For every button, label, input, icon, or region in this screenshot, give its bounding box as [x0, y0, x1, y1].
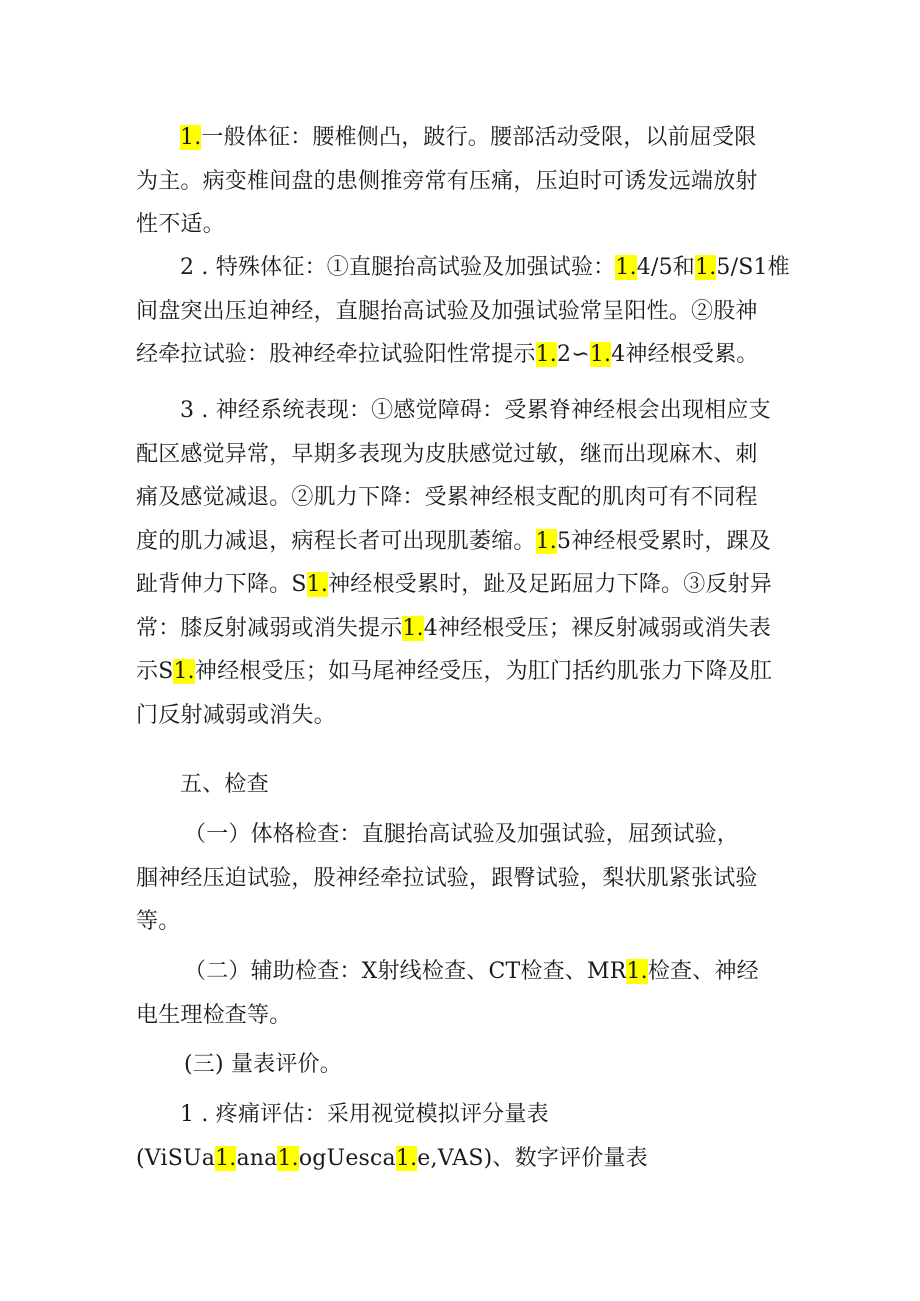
text-segment: 一般体征：腰椎侧凸，跛行。腰部活动受限，以前屈受限	[201, 125, 757, 150]
highlighted-text: 1.	[402, 615, 424, 641]
text-line	[136, 857, 796, 901]
text-segment: 3 . 神经系统表现：①感觉障碍：受累脊神经根会出现相应支	[180, 398, 771, 423]
text-line	[136, 994, 796, 1038]
text-line	[136, 650, 796, 694]
highlighted-text: 1.	[615, 255, 637, 280]
text-segment: 腘神经压迫试验，股神经牵拉试验，跟臀试验，梨状肌紧张试验	[136, 865, 758, 891]
text-segment: 五、检查	[180, 772, 269, 797]
text-line	[136, 476, 796, 520]
paragraph-nervous-system	[136, 389, 796, 737]
text-line	[136, 1137, 796, 1181]
text-segment: （一）体格检查：直腿抬高试验及加强试验，屈颈试验，	[184, 822, 740, 847]
text-segment: 度的肌力减退，病程长者可出现肌萎缩。	[136, 528, 536, 554]
text-segment: 神经根受压；如马尾神经受压，为肛门括约肌张力下降及肛	[194, 659, 773, 684]
paragraph-general-signs	[136, 116, 796, 247]
highlighted-text: 1.	[173, 659, 195, 684]
text-segment: e,VAS)、数字评价量表	[417, 1145, 648, 1171]
text-line	[136, 116, 796, 160]
highlighted-text: 1.	[215, 1145, 237, 1171]
text-segment: 4神经根受累。	[611, 342, 759, 367]
text-segment: 2∽	[557, 342, 590, 367]
text-line	[136, 160, 796, 204]
text-segment: ogUesca	[298, 1145, 396, 1171]
text-segment: （二）辅助检查：X射线检查、CT检查、MR	[184, 959, 627, 984]
text-segment: 检查、神经	[647, 959, 759, 984]
text-segment: 门反射减弱或消失。	[136, 702, 336, 728]
text-segment: 经牵拉试验：股神经牵拉试验阳性常提示	[136, 342, 536, 367]
text-line	[136, 433, 796, 477]
text-segment: 5/S1椎	[716, 255, 790, 280]
text-segment: 痛及感觉减退。②肌力下降：受累神经根支配的肌肉可有不同程	[136, 485, 758, 510]
text-segment: 等。	[136, 909, 181, 934]
text-segment: 趾背伸力下降。S	[136, 572, 307, 597]
text-segment: 为主。病变椎间盘的患侧推旁常有压痛，压迫时可诱发远端放射	[136, 168, 758, 194]
text-segment: 电生理检查等。	[136, 1002, 292, 1028]
highlighted-text: 1.	[535, 528, 557, 554]
paragraph-scale-evaluation	[136, 1043, 796, 1087]
text-line	[136, 290, 796, 334]
text-line	[136, 900, 796, 944]
text-line	[136, 203, 796, 247]
text-segment: (ViSUa	[136, 1145, 216, 1171]
highlighted-text: 1.	[589, 342, 612, 367]
text-segment: 1 . 疼痛评估：采用视觉模拟评分量表	[180, 1102, 549, 1127]
text-segment: 2 . 特殊体征：①直腿抬高试验及加强试验：	[180, 255, 616, 280]
paragraph-physical-exam	[136, 813, 796, 944]
section-heading-examination	[136, 763, 796, 807]
text-segment: 常：膝反射减弱或消失提示	[136, 615, 403, 641]
text-line	[136, 333, 796, 377]
text-segment: 配区感觉异常，早期多表现为皮肤感觉过敏，继而出现麻木、刺	[136, 441, 758, 467]
paragraph-special-signs	[136, 246, 796, 377]
highlighted-text: 1.	[277, 1145, 299, 1171]
text-segment: (三) 量表评价。	[184, 1052, 342, 1077]
highlighted-text: 1.	[306, 572, 329, 597]
text-segment: 5神经根受累时，踝及	[557, 528, 771, 554]
text-line	[136, 1043, 796, 1087]
text-line	[136, 694, 796, 738]
highlighted-text: 1.	[695, 255, 717, 280]
highlighted-text: 1.	[180, 125, 202, 150]
text-segment: ana	[236, 1145, 278, 1171]
text-line	[136, 389, 796, 433]
highlighted-text: 1.	[395, 1145, 418, 1171]
text-line	[136, 520, 796, 564]
text-line	[136, 607, 796, 651]
text-segment: 间盘突出压迫神经，直腿抬高试验及加强试验常呈阳性。②股神	[136, 298, 758, 324]
text-segment: 示S	[136, 659, 174, 684]
text-line	[136, 950, 796, 994]
paragraph-pain-assessment	[136, 1093, 796, 1180]
paragraph-auxiliary-exam	[136, 950, 796, 1037]
text-line	[136, 246, 796, 290]
text-line	[136, 813, 796, 857]
text-segment: 4/5和	[636, 255, 695, 280]
text-segment: 性不适。	[136, 212, 225, 237]
text-segment: 4神经根受压；裸反射减弱或消失表	[423, 615, 771, 641]
text-line	[136, 563, 796, 607]
text-line	[136, 1093, 796, 1137]
text-line	[136, 763, 796, 807]
text-segment: 神经根受累时，趾及足跖屈力下降。③反射异	[328, 572, 773, 597]
highlighted-text: 1.	[535, 342, 557, 367]
highlighted-text: 1.	[626, 959, 648, 984]
